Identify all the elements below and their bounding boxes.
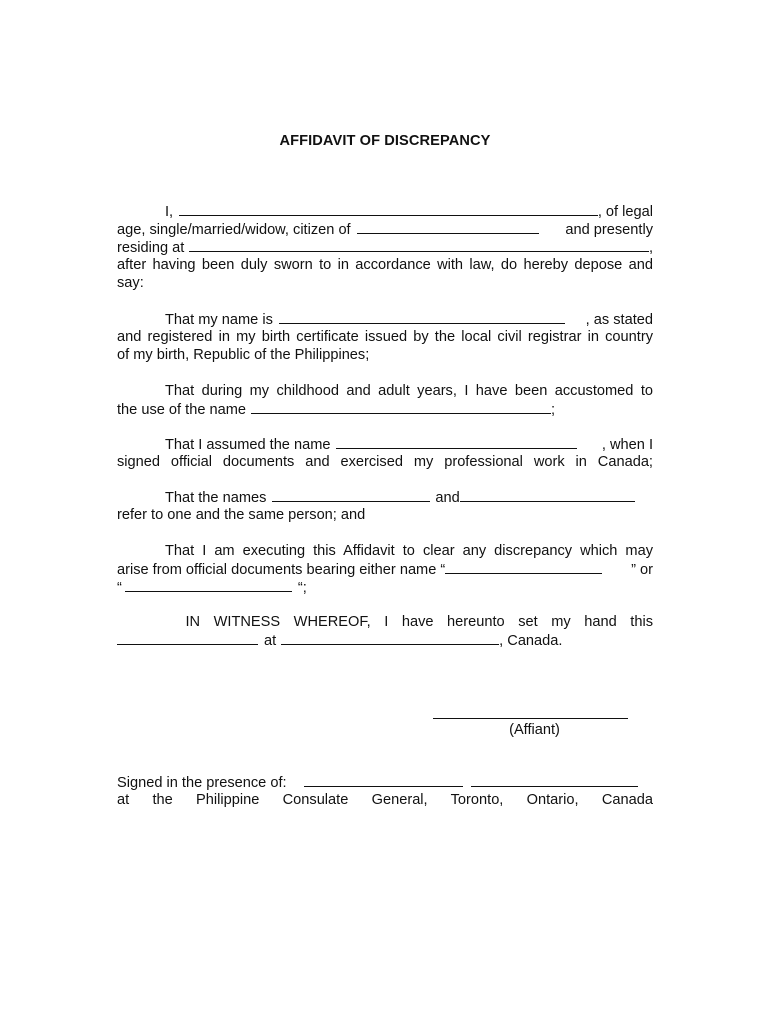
residence-blank[interactable] bbox=[189, 238, 649, 252]
text-say: say: bbox=[117, 275, 144, 291]
either-name-blank-1[interactable] bbox=[445, 560, 602, 574]
either-name-blank-2[interactable] bbox=[125, 578, 292, 592]
text-arise-from: arise from official documents bearing either name “ bbox=[117, 562, 446, 578]
text-civil-status: age, single/married/widow, citizen of bbox=[117, 222, 351, 238]
text-use-of-name: the use of the name bbox=[117, 402, 246, 418]
presence-block bbox=[117, 773, 653, 809]
text-residing-at: residing at bbox=[117, 240, 185, 256]
text-the-names: That the names bbox=[165, 490, 267, 506]
text-executing-line: That I am executing this Affidavit to clear any discrepancy which may bbox=[165, 543, 653, 559]
witness-1-blank[interactable] bbox=[304, 773, 463, 787]
text-comma: , bbox=[648, 240, 653, 256]
text-semicolon: ; bbox=[551, 402, 556, 418]
witness-2-blank[interactable] bbox=[471, 773, 638, 787]
text-when-i: , when I bbox=[601, 437, 653, 453]
text-registered-line: and registered in my birth certificate issued by the local civil registrar in country bbox=[117, 329, 653, 345]
paragraph-name bbox=[117, 310, 653, 364]
affiant-signature-line[interactable] bbox=[433, 710, 628, 719]
text-same-person: refer to one and the same person; and bbox=[117, 507, 366, 523]
text-childhood-line: That during my childhood and adult years, I have been accustomed to bbox=[165, 383, 653, 399]
second-name-variant-blank[interactable] bbox=[460, 488, 635, 502]
text-at: at bbox=[264, 633, 277, 649]
text-or: ” or bbox=[631, 562, 653, 578]
text-official-documents-line: signed official documents and exercised my professional work in Canada; bbox=[117, 454, 653, 470]
text-witness-line: IN WITNESS WHEREOF, I have hereunto set my hand this bbox=[185, 614, 653, 630]
text-assumed-name: That I assumed the name bbox=[165, 437, 331, 453]
text-i: I, bbox=[165, 204, 174, 220]
registered-name-blank[interactable] bbox=[279, 310, 565, 324]
text-of-legal: , of legal bbox=[597, 204, 653, 220]
accustomed-name-blank[interactable] bbox=[251, 400, 551, 414]
paragraph-identity bbox=[117, 202, 653, 292]
text-consulate-line: at the Philippine Consulate General, Toronto, Ontario, Canada bbox=[117, 792, 653, 808]
paragraph-executing bbox=[117, 542, 653, 596]
paragraph-accustomed bbox=[117, 382, 653, 418]
affiant-signature-block bbox=[433, 710, 628, 739]
first-name-variant-blank[interactable] bbox=[272, 488, 430, 502]
document-title: AFFIDAVIT OF DISCREPANCY bbox=[279, 133, 491, 149]
text-signed-presence: Signed in the presence of: bbox=[117, 775, 287, 791]
assumed-name-blank[interactable] bbox=[336, 435, 577, 449]
paragraph-witness bbox=[117, 613, 653, 649]
text-my-name-is: That my name is bbox=[165, 312, 273, 328]
date-blank[interactable] bbox=[117, 631, 258, 645]
text-close-quote: “; bbox=[297, 580, 307, 596]
text-and-presently: and presently bbox=[565, 222, 653, 238]
place-blank[interactable] bbox=[281, 631, 499, 645]
text-open-quote: “ bbox=[117, 580, 122, 596]
citizenship-blank[interactable] bbox=[357, 220, 539, 234]
text-sworn-line: after having been duly sworn to in accordance with law, do hereby depose and bbox=[117, 257, 653, 273]
text-canada: , Canada. bbox=[499, 633, 563, 649]
text-as-stated: , as stated bbox=[585, 312, 653, 328]
paragraph-assumed bbox=[117, 435, 653, 471]
name-blank[interactable] bbox=[179, 202, 598, 216]
text-republic-line: of my birth, Republic of the Philippines; bbox=[117, 347, 370, 363]
affiant-label: (Affiant) bbox=[509, 722, 560, 738]
paragraph-names bbox=[117, 488, 653, 524]
text-and: and bbox=[435, 490, 460, 506]
